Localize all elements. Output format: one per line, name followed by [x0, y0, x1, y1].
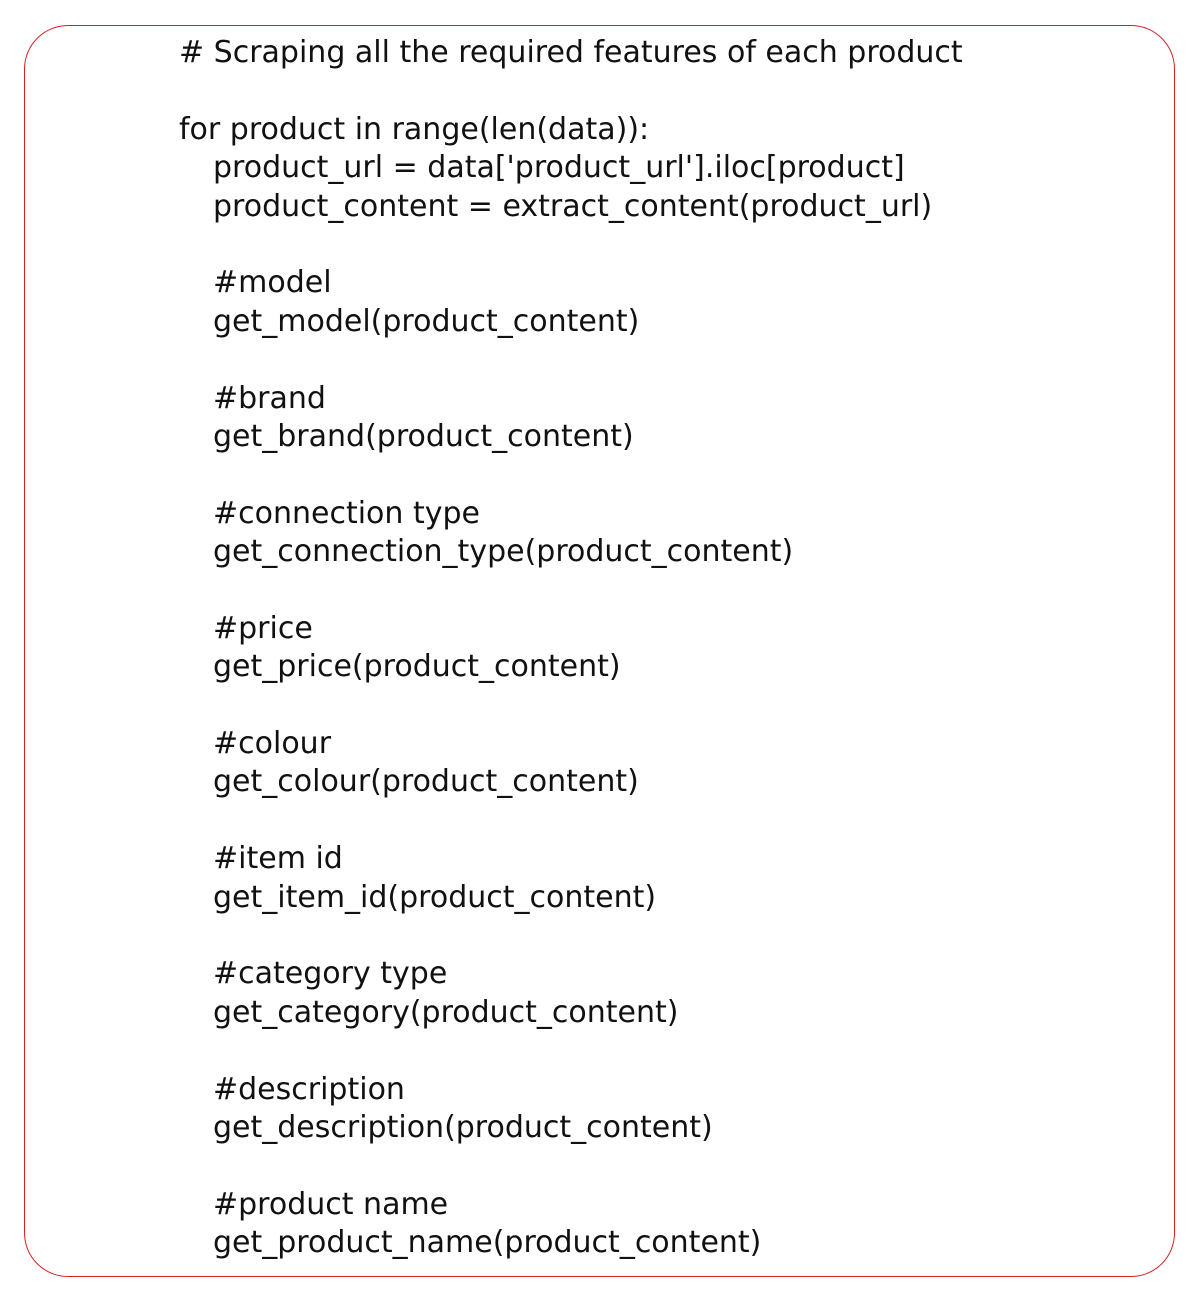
- code-line: [179, 72, 963, 110]
- code-comment-line: #item id: [213, 841, 343, 877]
- code-line: [179, 456, 963, 494]
- code-block: [179, 34, 963, 1263]
- code-comment-line: # Scraping all the required features of each product: [179, 35, 963, 70]
- code-line: get_price(product_content): [213, 649, 621, 685]
- code-comment-line: #connection type: [213, 495, 480, 531]
- code-line: get_colour(product_content): [213, 764, 639, 800]
- code-comment-line: #description: [213, 1071, 405, 1107]
- code-comment-line: #product name: [213, 1186, 449, 1222]
- code-line: [179, 802, 963, 840]
- code-line: get_product_name(product_content): [213, 1225, 762, 1261]
- code-line: [179, 1147, 963, 1185]
- code-line: get_connection_type(product_content): [213, 534, 794, 570]
- code-line: get_model(product_content): [213, 303, 640, 339]
- code-line: [179, 687, 963, 725]
- code-comment-line: #colour: [213, 726, 332, 762]
- code-comment-line: #price: [213, 610, 313, 646]
- code-line: get_brand(product_content): [213, 418, 634, 454]
- code-line: for product in range(len(data)):: [179, 111, 650, 147]
- code-line: get_description(product_content): [213, 1109, 713, 1145]
- code-line: product_url = data['product_url'].iloc[product]: [213, 150, 905, 186]
- code-line: product_content = extract_content(product_url): [213, 188, 933, 224]
- code-comment-line: #brand: [213, 380, 326, 416]
- code-line: [179, 571, 963, 609]
- code-comment-line: #model: [213, 265, 332, 301]
- code-line: get_item_id(product_content): [213, 879, 657, 915]
- code-line: [179, 1032, 963, 1070]
- code-line: get_category(product_content): [213, 994, 679, 1030]
- code-line: [179, 341, 963, 379]
- code-comment-line: #category type: [213, 956, 448, 992]
- code-line: [179, 917, 963, 955]
- code-line: [179, 226, 963, 264]
